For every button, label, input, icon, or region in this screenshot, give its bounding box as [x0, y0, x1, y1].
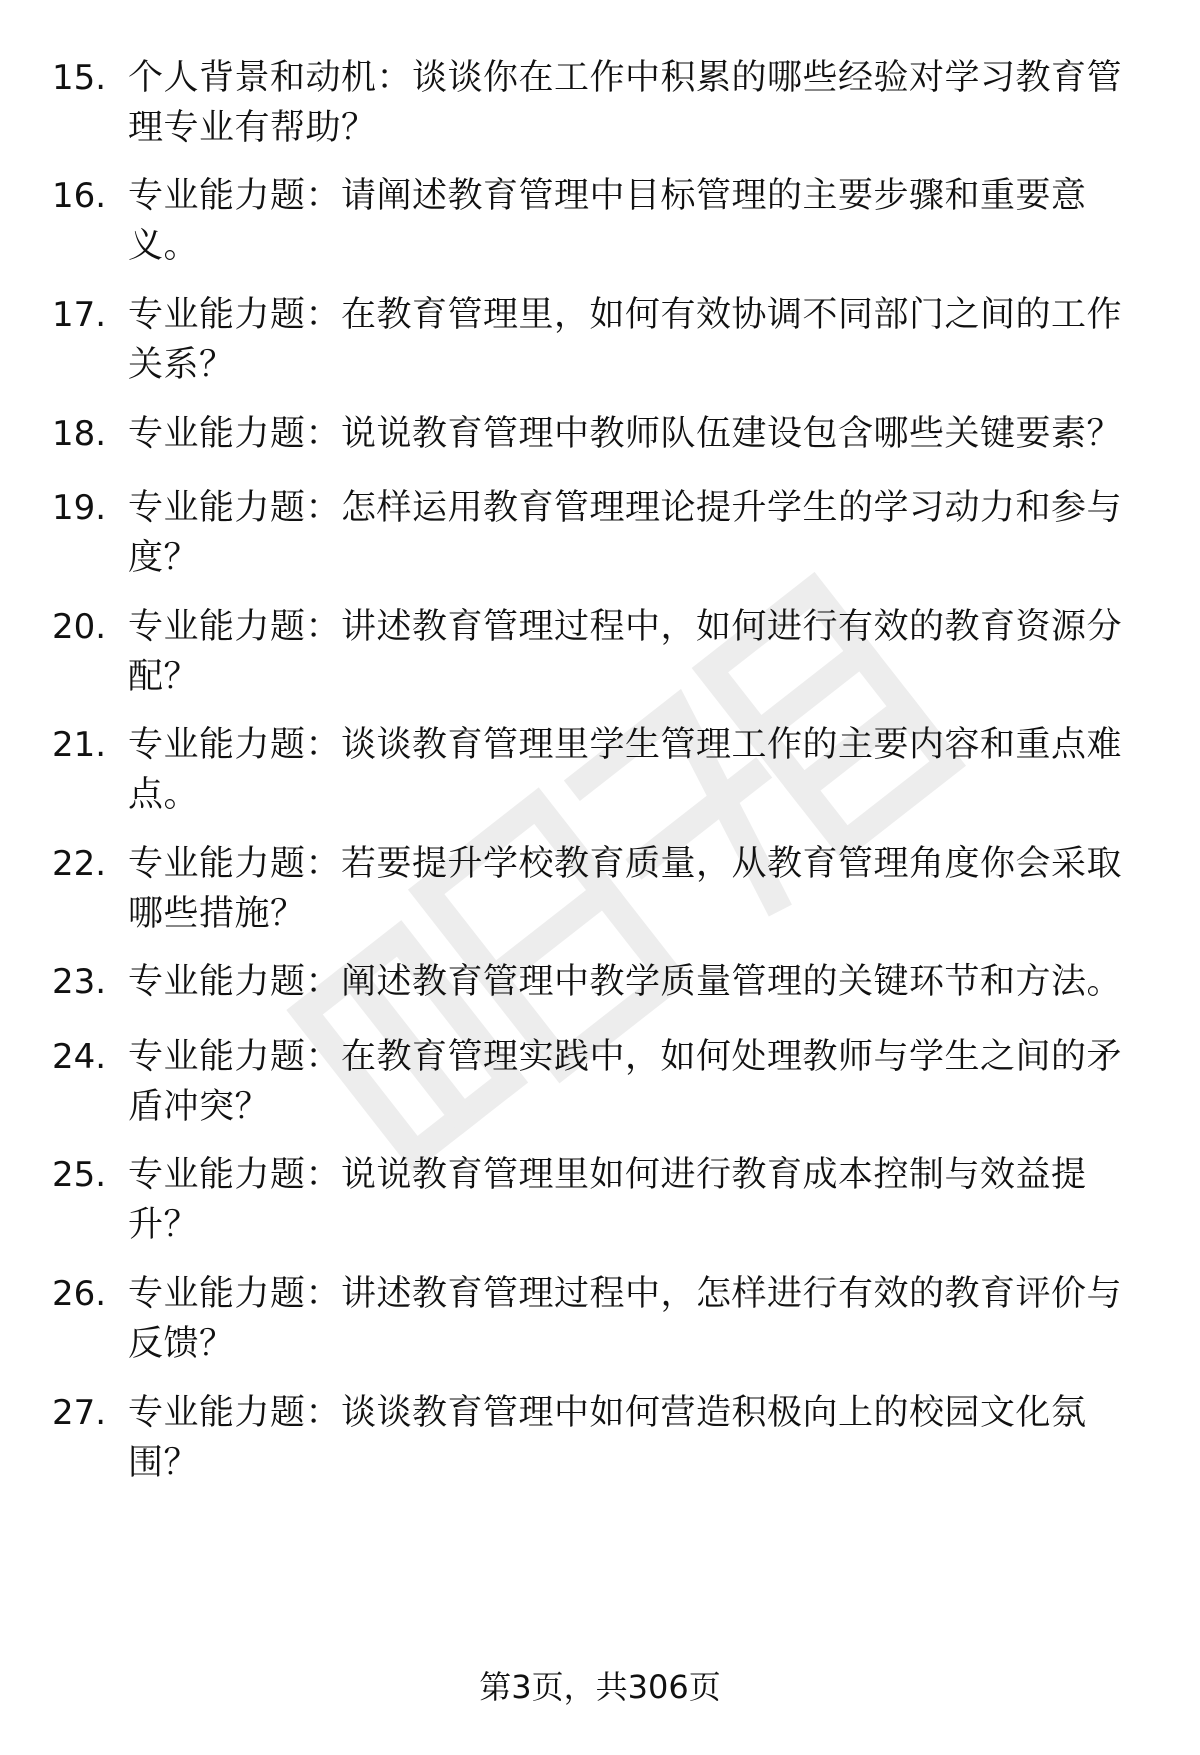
item-text: 专业能力题：谈谈教育管理里学生管理工作的主要内容和重点难点。	[128, 725, 1123, 815]
item-number: 25.	[52, 1155, 107, 1195]
item-text: 专业能力题：讲述教育管理过程中，怎样进行有效的教育评价与反馈？	[128, 1274, 1123, 1364]
item-number: 24.	[52, 1037, 107, 1077]
item-text: 专业能力题：怎样运用教育管理理论提升学生的学习动力和参与度？	[128, 488, 1123, 578]
item-number: 26.	[52, 1274, 107, 1314]
item-text: 专业能力题：若要提升学校教育质量，从教育管理角度你会采取哪些措施？	[128, 844, 1123, 934]
item-number: 16.	[52, 176, 107, 216]
item-number: 20.	[52, 607, 107, 647]
item-text: 专业能力题：在教育管理实践中，如何处理教师与学生之间的矛盾冲突？	[128, 1037, 1123, 1127]
page-footer: 第3页，共306页	[479, 1668, 721, 1706]
item-number: 22.	[52, 844, 107, 884]
item-number: 18.	[52, 414, 107, 454]
item-text: 专业能力题：说说教育管理里如何进行教育成本控制与效益提升？	[128, 1155, 1087, 1245]
item-number: 27.	[52, 1393, 107, 1433]
item-number: 21.	[52, 725, 107, 765]
item-text: 专业能力题：阐述教育管理中教学质量管理的关键环节和方法。	[128, 962, 1123, 1002]
item-text: 专业能力题：说说教育管理中教师队伍建设包含哪些关键要素？	[128, 414, 1123, 454]
item-number: 17.	[52, 295, 107, 335]
item-text: 个人背景和动机：谈谈你在工作中积累的哪些经验对学习教育管理专业有帮助？	[128, 58, 1123, 148]
item-text: 专业能力题：讲述教育管理过程中，如何进行有效的教育资源分配？	[128, 607, 1123, 697]
item-number: 15.	[52, 58, 107, 98]
item-text: 专业能力题：谈谈教育管理中如何营造积极向上的校园文化氛围？	[128, 1393, 1087, 1483]
item-number: 23.	[52, 962, 107, 1002]
item-text: 专业能力题：请阐述教育管理中目标管理的主要步骤和重要意义。	[128, 176, 1087, 266]
item-text: 专业能力题：在教育管理里，如何有效协调不同部门之间的工作关系？	[128, 295, 1123, 385]
item-number: 19.	[52, 488, 107, 528]
